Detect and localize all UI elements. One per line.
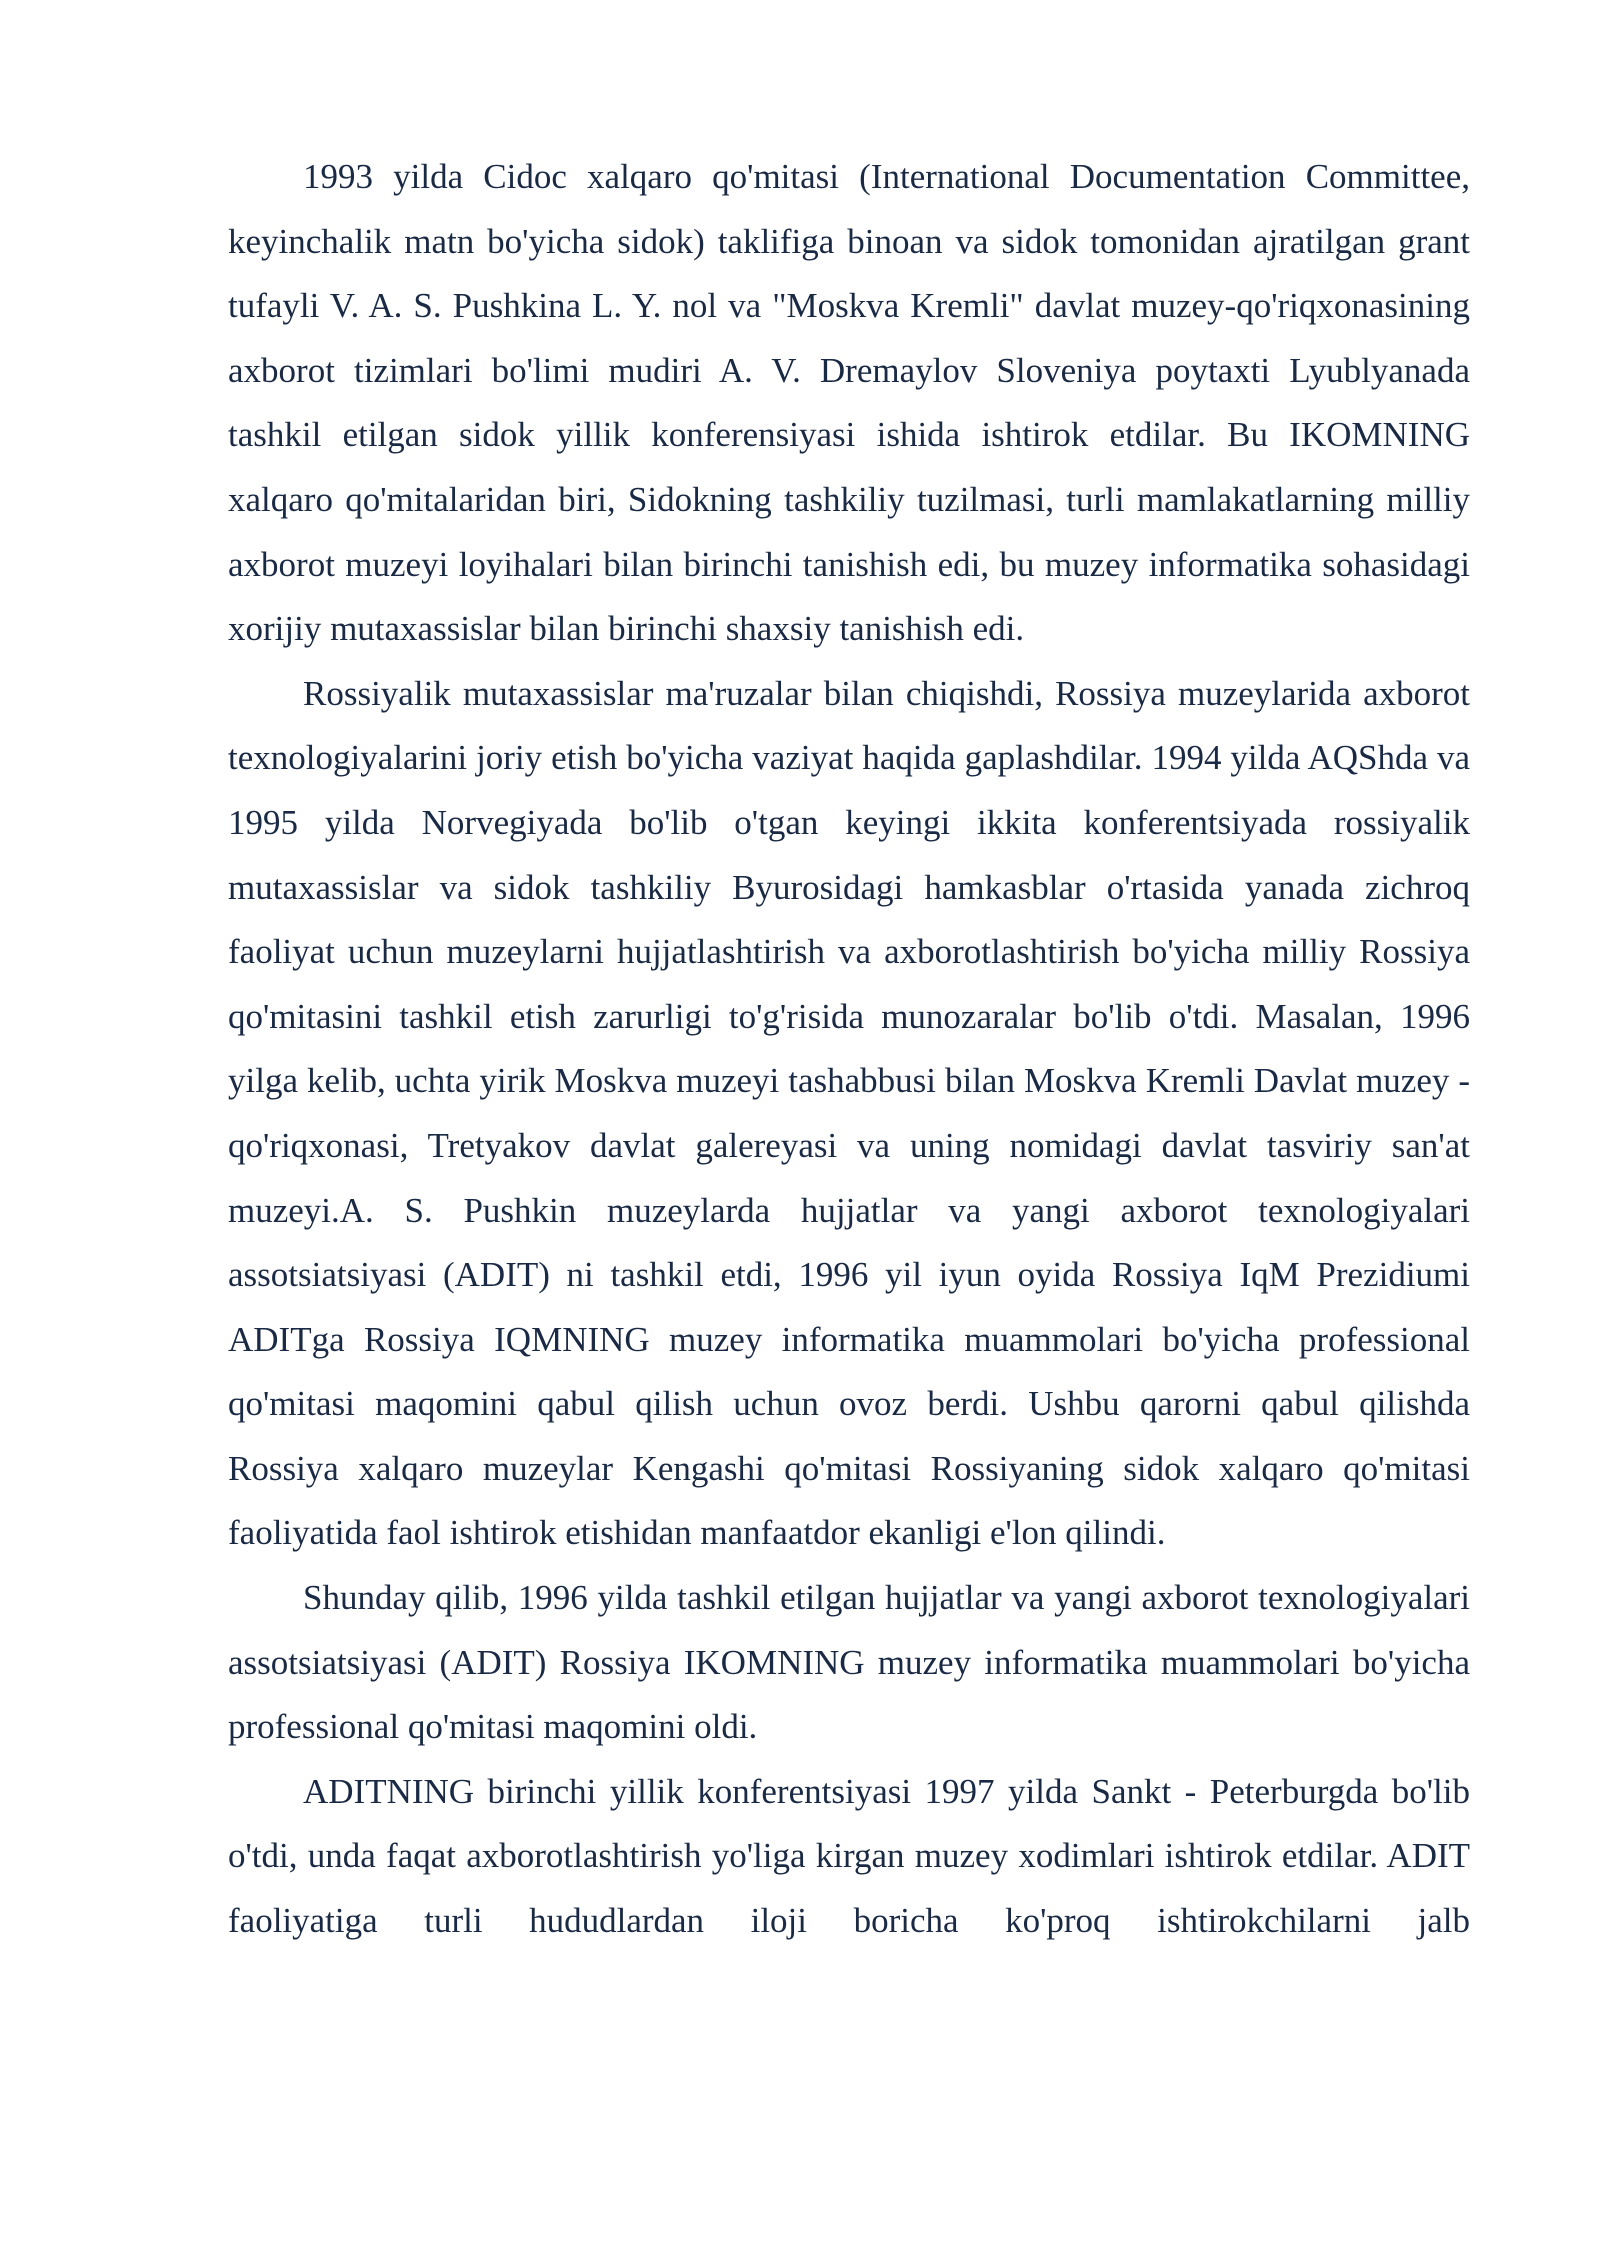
paragraph: ADITNING birinchi yillik konferentsiyasi 1997 yilda Sankt - Peterburgda bo'lib o'tdi, unda faqat axborotlashtirish yo'liga kirgan muzey xodimlari ishtirok etdilar. ADIT faoliyatiga turli hududlardan iloji boricha ko'proq ishtirokchilarni jalb [228, 1771, 1470, 1941]
paragraph: Rossiyalik mutaxassislar ma'ruzalar bilan chiqishdi, Rossiya muzeylarida axborot texnologiyalarini joriy etish bo'yicha vaziyat haqida gaplashdilar. 1994 yilda AQShda va 1995 yilda Norvegiyada bo'lib o'tgan keyingi ikkita konferentsiyada rossiyalik mutaxassislar va sidok tashkiliy Byurosidagi hamkasblar o'rtasida yanada zichroq faoliyat uchun muzeylarni hujjatlashtirish va axborotlashtirish bo'yicha milliy Rossiya qo'mitasini tashkil etish zarurligi to'g'risida munozaralar bo'lib o'tdi. Masalan, 1996 yilga kelib, uchta yirik Moskva muzeyi tashabbusi bilan Moskva Kremli Davlat muzey - qo'riqxonasi, Tretyakov davlat galereyasi va uning nomidagi davlat tasviriy san'at muzeyi.A. S. Pushkin muzeylarda hujjatlar va yangi axborot texnologiyalari assotsiatsiyasi (ADIT) ni tashkil etdi, 1996 yil iyun oyida Rossiya IqM Prezidiumi ADITga Rossiya IQMNING muzey informatika muammolari bo'yicha professional qo'mitasi maqomini qabul qilish uchun ovoz berdi. Ushbu qarorni qabul qilishda Rossiya xalqaro muzeylar Kengashi qo'mitasi Rossiyaning sidok xalqaro qo'mitasi faoliyatida faol ishtirok etishidan manfaatdor ekanligi e'lon qilindi. [228, 673, 1470, 1553]
paragraph: 1993 yilda Cidoc xalqaro qo'mitasi (International Documentation Committee, keyinchalik matn bo'yicha sidok) taklifiga binoan va sidok tomonidan ajratilgan grant tufayli V. A. S. Pushkina L. Y. nol va "Moskva Kremli" davlat muzey-qo'riqxonasining axborot tizimlari bo'limi mudiri A. V. Dremaylov Sloveniya poytaxti Lyublyanada tashkil etilgan sidok yillik konferensiyasi ishida ishtirok etdilar. Bu IKOMNING xalqaro qo'mitalaridan biri, Sidokning tashkiliy tuzilmasi, turli mamlakatlarning milliy axborot muzeyi loyihalari bilan birinchi tanishish edi, bu muzey informatika sohasidagi xorijiy mutaxassislar bilan birinchi shaxsiy tanishish edi. [228, 157, 1470, 649]
paragraph: Shunday qilib, 1996 yilda tashkil etilgan hujjatlar va yangi axborot texnologiyalari assotsiatsiyasi (ADIT) Rossiya IKOMNING muzey informatika muammolari bo'yicha professional qo'mitasi maqomini oldi. [228, 1578, 1470, 1747]
document-body [228, 145, 1470, 1954]
